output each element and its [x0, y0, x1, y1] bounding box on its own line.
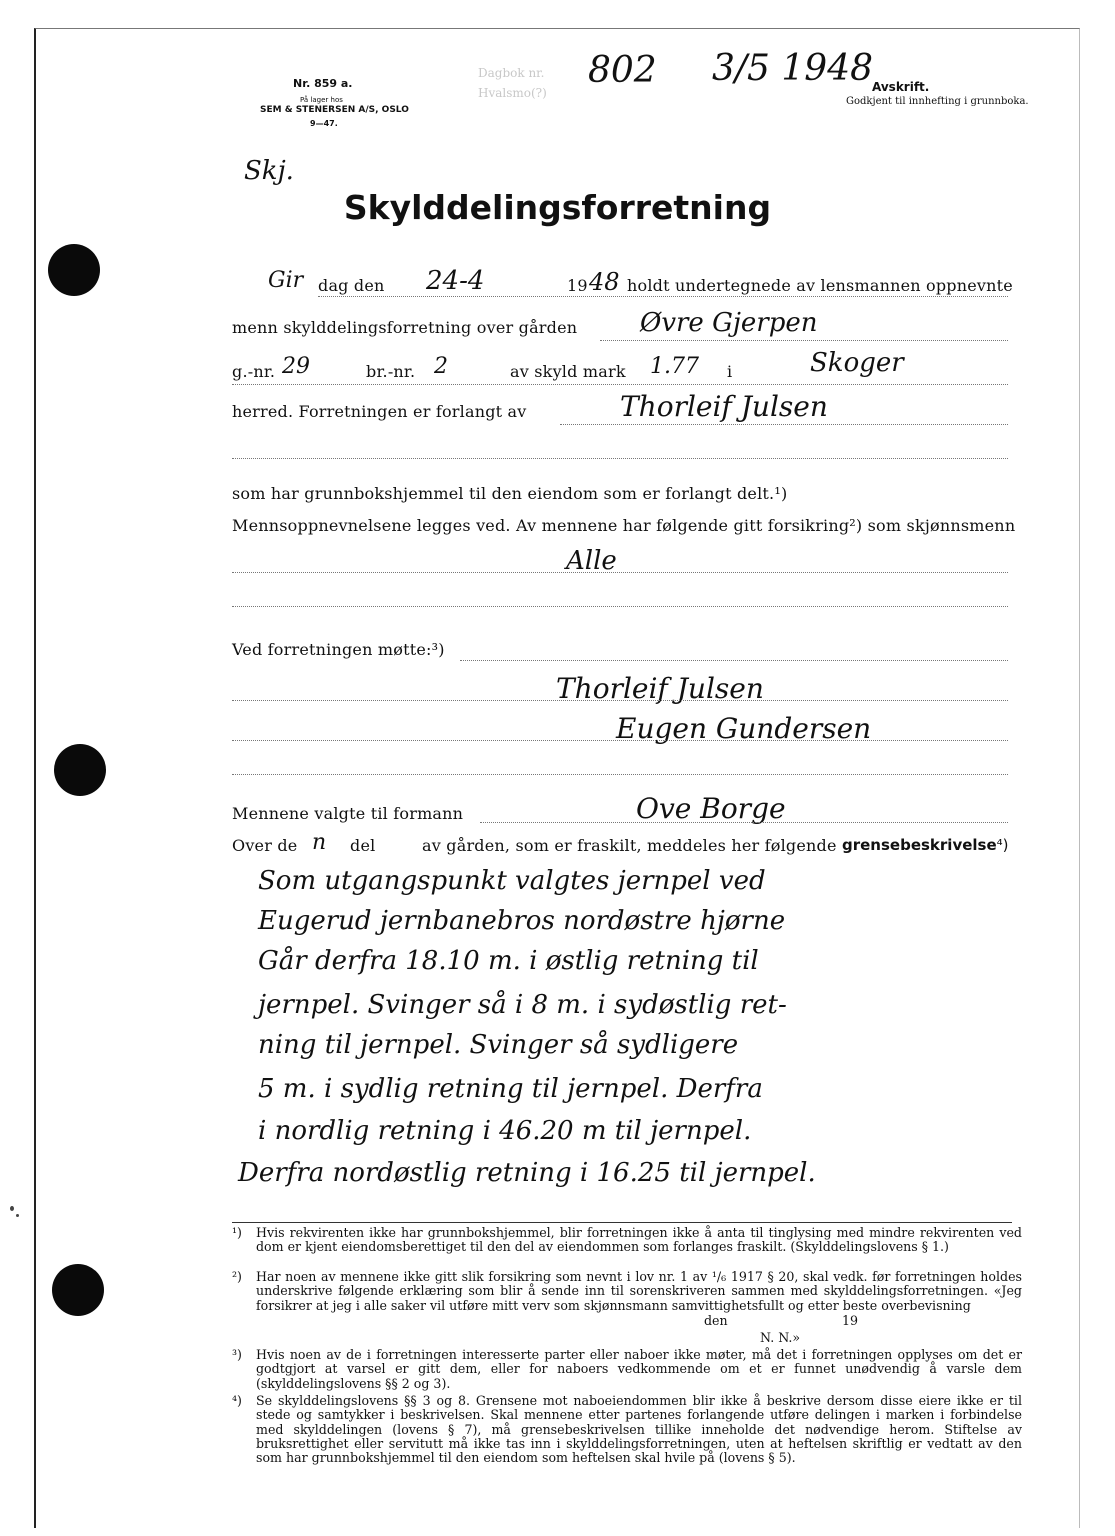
line4-label: herred. Forretningen er forlangt av: [232, 402, 527, 421]
brnr-value: 2: [434, 354, 448, 379]
footnote-number: ¹): [232, 1225, 242, 1240]
footnote-number: ⁴): [232, 1393, 242, 1408]
line9-rest: av gården, som er fraskilt, meddeles her følgende: [422, 836, 837, 855]
scan-speck: [16, 1214, 19, 1217]
line9-over: Over de: [232, 836, 298, 855]
dotted-line: [318, 296, 1008, 297]
dotted-line: [560, 424, 1008, 425]
printer-line-3: 9—47.: [310, 119, 338, 128]
description-line: jernpel. Svinger så i 8 m. i sydøstlig ret-: [258, 990, 787, 1020]
stamp-number: 802: [588, 50, 657, 91]
footnote-2: [232, 1270, 1022, 1350]
brnr-label: br.-nr.: [366, 362, 416, 381]
margin-note: Skj.: [244, 156, 294, 186]
dotted-line: [460, 660, 1008, 661]
farm-name: Øvre Gjerpen: [640, 308, 818, 338]
line1-rest: holdt undertegnede av lensmannen oppnevnte: [627, 276, 1013, 295]
footnote-text: Hvis noen av de i forretningen interesserte parter eller naboer ikke møter, må det i forretningen opplyses om det er godtgjort at varsel er gitt dem, eller for naboers vedkommende om et er funnet unødvendig å varsle dem (skylddelingslovens §§ 2 og 3).: [256, 1347, 1022, 1391]
avskrift-label: Avskrift.: [872, 80, 930, 94]
form-number: Nr. 859 a.: [293, 77, 353, 90]
gnr-label: g.-nr.: [232, 362, 276, 381]
printer-line-2: SEM & STENERSEN A/S, OSLO: [260, 105, 409, 115]
footnote-ref-4: ⁴): [996, 836, 1009, 854]
line5-text: som har grunnbokshjemmel til den eiendom som er forlangt delt.¹): [232, 484, 788, 503]
attendee-2: Eugen Gundersen: [616, 712, 872, 745]
skyld-value: 1.77: [650, 354, 699, 379]
punch-hole-middle: [54, 744, 106, 796]
printer-line-1: På lager hos: [300, 96, 343, 104]
line6-text: Mennsoppnevnelsene legges ved. Av mennene har følgende gitt forsikring²) som skjønnsmenn: [232, 516, 1016, 535]
dotted-line: [232, 700, 1008, 701]
line1-year-prefix: 19: [567, 276, 588, 295]
footnote-2-den: den: [704, 1313, 728, 1328]
scan-speck: [10, 1206, 14, 1211]
line9-del: del: [350, 836, 376, 855]
description-line: i nordlig retning i 46.20 m til jernpel.: [258, 1116, 752, 1146]
footnote-2-nn: N. N.»: [760, 1330, 801, 1345]
footnote-rule: [232, 1222, 1012, 1223]
description-line: 5 m. i sydlig retning til jernpel. Derfra: [258, 1074, 763, 1104]
sworn-men: Alle: [566, 546, 617, 576]
grensebeskrivelse-label: grensebeskrivelse: [842, 836, 997, 854]
dotted-line: [232, 572, 1008, 573]
requester-name: Thorleif Julsen: [620, 390, 828, 423]
place-name: Skoger: [810, 348, 904, 378]
skyld-label: av skyld mark: [510, 362, 626, 381]
line2-label: menn skylddelingsforretning over gården: [232, 318, 578, 337]
line9-bold: [842, 836, 1009, 854]
footnote-1: [232, 1226, 1022, 1270]
line1-dag-den: dag den: [318, 276, 385, 295]
line7-text: Ved forretningen møtte:³): [232, 640, 445, 659]
dotted-line: [232, 606, 1008, 607]
description-line: Derfra nordøstlig retning i 16.25 til jernpel.: [238, 1158, 816, 1188]
footnote-3: [232, 1348, 1022, 1392]
line1-date: 24-4: [426, 266, 485, 296]
description-line: Som utgangspunkt valgtes jernpel ved: [258, 866, 766, 896]
footnote-text: Hvis rekvirenten ikke har grunnbokshjemmel, blir forretningen ikke å anta til tinglysing med mindre rekvirenten ved dom er kjent eiendomsberettiget til den del av eiendommen som forlanges fraskilt. (Skylddelingslovens § 1.): [256, 1225, 1022, 1255]
line9-hand: n: [312, 830, 327, 855]
faint-stamp-line-1: Dagbok nr.: [478, 66, 545, 80]
dotted-line: [232, 774, 1008, 775]
punch-hole-top: [48, 244, 100, 296]
dotted-line: [600, 340, 1008, 341]
dotted-line: [232, 740, 1008, 741]
dotted-line: [232, 458, 1008, 459]
gnr-value: 29: [282, 354, 310, 379]
line1-year: 48: [589, 268, 620, 296]
document-title: Skylddelingsforretning: [343, 188, 772, 227]
dotted-line: [232, 384, 1008, 385]
footnote-text: Se skylddelingslovens §§ 3 og 8. Grensene mot naboeiendommen blir ikke å beskrive dersom disse eiere ikke er til stede og samtykker i beskrivelsen. Skal mennene etter partenes forlangende utføre delingen i marken i forbindelse med skylddelingen (lovens § 7), må grensebeskrivelsen tillike inneholde det nødvendige herom. Stiftelse av bruksrettighet eller servitutt må ikke tas inn i skylddelingsforretningen, uten at heftelsen skriftlig er vedtatt av den som har grunnbokshjemmel til den eiendom som heftelsen skal hvile på (lovens § 5).: [256, 1393, 1022, 1466]
footnote-2-year: 19: [842, 1313, 859, 1328]
punch-hole-bottom: [52, 1264, 104, 1316]
i-label: i: [727, 362, 733, 381]
attendee-1: Thorleif Julsen: [556, 672, 764, 705]
description-line: Går derfra 18.10 m. i østlig retning til: [258, 946, 759, 976]
dotted-line: [480, 822, 1008, 823]
footnote-text: Har noen av mennene ikke gitt slik forsikring som nevnt i lov nr. 1 av ¹/₆ 1917 § 20, skal vedk. før forretningen holdes underskrive følgende erklæring som blir å sende inn til sorenskriveren sammen med skylddelingsforretningen. «Jeg forsikrer at jeg i alle saker vil utføre mitt verv som skjønnsmann samvittighetsfullt og etter beste overbevisning: [256, 1269, 1022, 1313]
footnote-number: ³): [232, 1347, 242, 1362]
footnote-4: [232, 1394, 1022, 1484]
description-line: ning til jernpel. Svinger så sydligere: [258, 1030, 739, 1060]
faint-stamp-line-2: Hvalsmo(?): [478, 86, 547, 100]
line8-text: Mennene valgte til formann: [232, 804, 464, 823]
description-line: Eugerud jernbanebros nordøstre hjørne: [258, 906, 786, 936]
line1-hand-prefix: Gir: [268, 268, 304, 293]
chairman-name: Ove Borge: [636, 792, 786, 825]
approved-note: Godkjent til innhefting i grunnboka.: [846, 96, 1029, 107]
stamp-date: 3/5 1948: [712, 48, 873, 89]
footnote-number: ²): [232, 1269, 242, 1284]
